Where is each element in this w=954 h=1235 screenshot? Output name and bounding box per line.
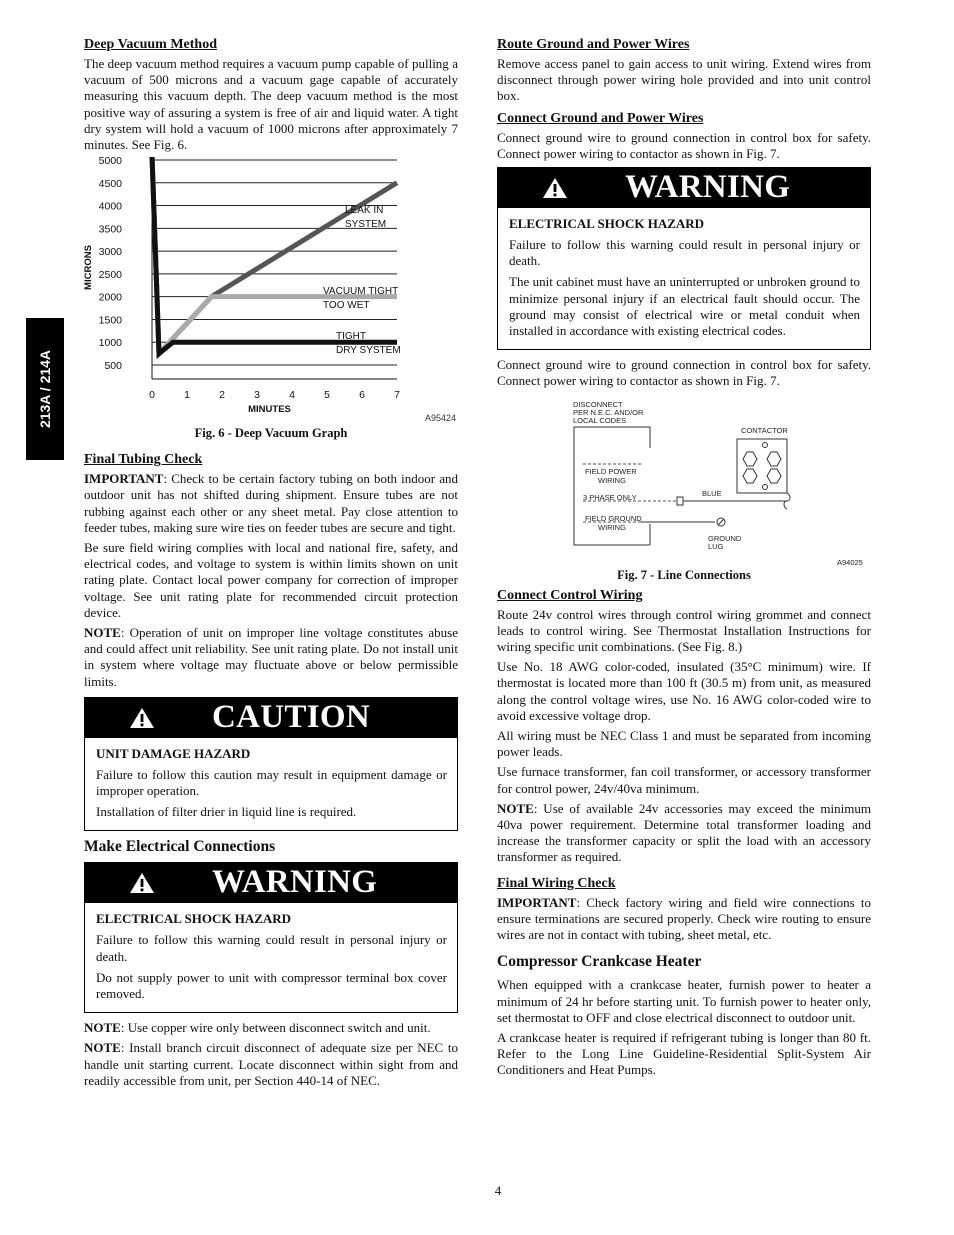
field-power-label-1: FIELD POWER xyxy=(585,466,637,476)
important-label: IMPORTANT xyxy=(497,894,577,910)
disconnect-label-3: LOCAL CODES xyxy=(573,415,627,425)
important-label: IMPORTANT xyxy=(84,471,164,487)
y-tick-label: 3500 xyxy=(98,223,122,236)
x-tick-label: 6 xyxy=(359,389,365,402)
note-label: NOTE xyxy=(84,625,121,641)
caution-box xyxy=(84,697,458,832)
final-tubing-p2: Be sure field wiring complies with local and national fire, safety, and electrical codes, and voltage to system is within limits shown on unit rating plate. Contact local power company for correction of improper voltage. See unit rating plate for recommended circuit protection device. xyxy=(84,540,458,620)
connect-ground-heading: Connect Ground and Power Wires xyxy=(497,110,704,126)
x-tick-label: 0 xyxy=(149,389,155,402)
control-wiring-p4: Use furnace transformer, fan coil transformer, or accessory transformer for control power, 24v/40va minimum. xyxy=(497,764,871,796)
right-warning-p2: The unit cabinet must have an uninterrupted or unbroken ground to minimize personal injury if an electrical fault should occur. The ground may consist of electrical wire or metal conduit when installed in accordance with existing electrical codes. xyxy=(509,274,860,339)
x-tick-label: 1 xyxy=(184,389,190,402)
disconnect-label-1: DISCONNECT xyxy=(573,399,623,409)
note-disconnect-text: : Install branch circuit disconnect of adequate size per NEC to handle unit starting current. Locate disconnect within sight from and readily accessible from unit, per Section 440-14 of NEC. xyxy=(84,1040,458,1088)
deep-vacuum-heading: Deep Vacuum Method xyxy=(84,37,218,52)
left-warning-box xyxy=(84,862,458,1013)
y-tick-label: 2500 xyxy=(98,269,122,282)
final-wiring-body xyxy=(497,895,871,944)
caution-hazard: UNIT DAMAGE HAZARD xyxy=(96,745,251,761)
caution-title: CAUTION xyxy=(212,698,370,735)
x-tick-label: 3 xyxy=(254,389,260,402)
right-warning-p1: Failure to follow this warning could result in personal injury or death. xyxy=(509,237,860,269)
final-tubing-p3-text: : Operation of unit on improper line voltage constitutes abuse and could affect unit reliability. See unit rating plate. Do not install unit in system where voltage may fluctuate above or below permissible limits. xyxy=(84,625,458,689)
side-tab xyxy=(26,318,64,460)
left-warning-p1: Failure to follow this warning could result in personal injury or death. xyxy=(96,932,447,964)
deep-vacuum-body: The deep vacuum method requires a vacuum pump capable of pulling a vacuum of 500 microns and a vacuum gage capable of accurately measuring this vacuum depth. The deep vacuum method is the most positive way of assuring a system is free of air and liquid water. A tight dry system will hold a vacuum of 1000 microns after approximately 7 minutes. See Fig. 6. xyxy=(84,56,458,153)
note-label: NOTE xyxy=(84,1020,121,1036)
annotation-label: DRY SYSTEM xyxy=(336,345,401,357)
left-warning-hazard: ELECTRICAL SHOCK HAZARD xyxy=(96,911,292,927)
annotation-label: LEAK IN xyxy=(345,205,384,217)
x-tick-label: 2 xyxy=(219,389,225,402)
note-copper xyxy=(84,1020,458,1036)
annotation-label: TOO WET xyxy=(323,300,370,312)
right-warning-title: WARNING xyxy=(625,169,791,206)
y-tick-label: 4500 xyxy=(98,177,122,190)
caution-header xyxy=(85,698,457,738)
note-disconnect xyxy=(84,1040,458,1089)
left-warning-title: WARNING xyxy=(212,864,378,901)
contactor-icon xyxy=(737,439,787,493)
warning-triangle-icon xyxy=(129,872,155,894)
note-copper-text: : Use copper wire only between disconnect switch and unit. xyxy=(120,1020,431,1036)
disconnect-label-2: PER N.E.C. AND/OR xyxy=(573,407,644,417)
final-wiring-text: : Check factory wiring and field wire connections to ensure terminations are secured properly. Check wire routing to ensure wires are not in contact with tubing, sheet metal, etc. xyxy=(497,894,871,943)
note-label: NOTE xyxy=(84,1040,121,1056)
line-connections-diagram xyxy=(497,394,871,570)
control-wiring-p5-text: : Use of available 24v accessories may exceed the minimum 40va power requirement. Determine total transformer loading and increase the transformer capacity or split the load with an accessory transformer as required. xyxy=(497,800,871,865)
y-tick-label: 1000 xyxy=(98,337,122,350)
deep-vacuum-graph xyxy=(84,157,458,425)
route-ground-body: Remove access panel to gain access to unit wiring. Extend wires from disconnect through power wiring hole provided and into unit control box. xyxy=(497,56,871,104)
fig6-caption: Fig. 6 - Deep Vacuum Graph xyxy=(194,426,348,441)
note-label: NOTE xyxy=(497,800,534,816)
crankcase-heading: Compressor Crankcase Heater xyxy=(497,953,702,971)
x-axis-label: MINUTES xyxy=(248,404,291,416)
fig7 xyxy=(497,394,871,583)
y-tick-label: 5000 xyxy=(98,157,122,168)
y-tick-label: 500 xyxy=(104,360,122,373)
control-wiring-p1: Route 24v control wires through control wiring grommet and connect leads to control wiring. See Thermostat Installation Instructions for wiring specific unit combinations. (See Fig. 8.) xyxy=(497,606,871,655)
y-tick-label: 4000 xyxy=(98,200,122,213)
final-wiring-heading: Final Wiring Check xyxy=(497,875,616,891)
side-tab-label: 213A / 214A xyxy=(37,349,53,429)
page-number: 4 xyxy=(494,1183,502,1198)
y-axis-label: MICRONS xyxy=(84,245,94,291)
y-tick-label: 3000 xyxy=(98,246,122,259)
right-column xyxy=(497,37,871,1083)
x-tick-label: 7 xyxy=(394,389,400,402)
ground-label-2: LUG xyxy=(708,541,724,551)
fig6-code: A95424 xyxy=(424,413,456,424)
annotation-label: TIGHT xyxy=(336,331,366,343)
warning-triangle-icon xyxy=(542,177,568,199)
final-tubing-p1-text: : Check to be certain factory tubing on both indoor and outdoor unit has not shifted during shipment. Ensure tubes are not rubbing against each other or any sheet metal. Pay close attention to feeder tubes, making sure wire ties on feeder tubes are secure and tight. xyxy=(84,471,458,535)
crankcase-p2: A crankcase heater is required if refrigerant tubing is longer than 80 ft. Refer to the Long Line Guideline-Residential Split-System Air Conditioners and Heat Pumps. xyxy=(497,1029,871,1078)
fig7-code: A94025 xyxy=(837,557,863,567)
field-ground-label-1: FIELD GROUND xyxy=(585,513,642,523)
y-tick-label: 1500 xyxy=(98,314,122,327)
annotation-label: SYSTEM xyxy=(345,219,387,231)
crankcase-p1: When equipped with a crankcase heater, furnish power to heater a minimum of 24 hr before starting unit. To furnish power to heater only, set thermostat to OFF and close electrical disconnect to outdoor unit. xyxy=(497,977,871,1025)
fig6 xyxy=(84,157,458,441)
wire-splice-icon xyxy=(677,497,683,505)
left-warning-header xyxy=(85,863,457,903)
ground-label-1: GROUND xyxy=(708,533,742,543)
caution-p1: Failure to follow this caution may result in equipment damage or improper operation. xyxy=(96,766,447,799)
connect-ground-repeat: Connect ground wire to ground connection in control box for safety. Connect power wiring to contactor as shown in Fig. 7. xyxy=(497,357,871,389)
field-power-label-2: WIRING xyxy=(598,475,626,485)
route-ground-heading: Route Ground and Power Wires xyxy=(497,37,690,52)
left-warning-p2: Do not supply power to unit with compressor terminal box cover removed. xyxy=(96,969,447,1002)
right-warning-box xyxy=(497,167,871,350)
control-wiring-p3: All wiring must be NEC Class 1 and must be separated from incoming power leads. xyxy=(497,728,871,760)
three-phase-label: 3 PHASE ONLY xyxy=(583,492,637,502)
control-wiring-p2: Use No. 18 AWG color-coded, insulated (35°C minimum) wire. If thermostat is located more than 100 ft (30.5 m) from unit, as measured along the control voltage wires, use No. 16 AWG color-coded wire to avoid excessive voltage drop. xyxy=(497,659,871,723)
right-warning-hazard: ELECTRICAL SHOCK HAZARD xyxy=(509,216,705,232)
x-tick-label: 5 xyxy=(324,389,330,402)
fig7-caption: Fig. 7 - Line Connections xyxy=(617,567,751,582)
right-warning-header xyxy=(498,168,870,208)
field-ground-label-2: WIRING xyxy=(598,522,626,532)
contactor-label: CONTACTOR xyxy=(741,425,788,435)
x-tick-label: 4 xyxy=(289,389,295,402)
control-wiring-heading: Connect Control Wiring xyxy=(497,587,643,603)
left-column xyxy=(84,37,458,1093)
control-wiring-p5 xyxy=(497,801,871,866)
final-tubing-heading: Final Tubing Check xyxy=(84,452,203,468)
connect-ground-body: Connect ground wire to ground connection in control box for safety. Connect power wiring to contactor as shown in Fig. 7. xyxy=(497,129,871,161)
final-tubing-p3 xyxy=(84,625,458,690)
warning-triangle-icon xyxy=(129,707,155,729)
right-warning-body xyxy=(498,208,870,349)
caution-body xyxy=(85,738,457,831)
left-warning-body xyxy=(85,903,457,1012)
y-tick-label: 2000 xyxy=(98,291,122,304)
final-tubing-p1 xyxy=(84,471,458,536)
annotation-label: VACUUM TIGHT xyxy=(323,286,399,298)
blue-label: BLUE xyxy=(702,488,722,498)
caution-p2: Installation of filter drier in liquid line is required. xyxy=(96,804,357,820)
make-electrical-heading: Make Electrical Connections xyxy=(84,838,276,856)
